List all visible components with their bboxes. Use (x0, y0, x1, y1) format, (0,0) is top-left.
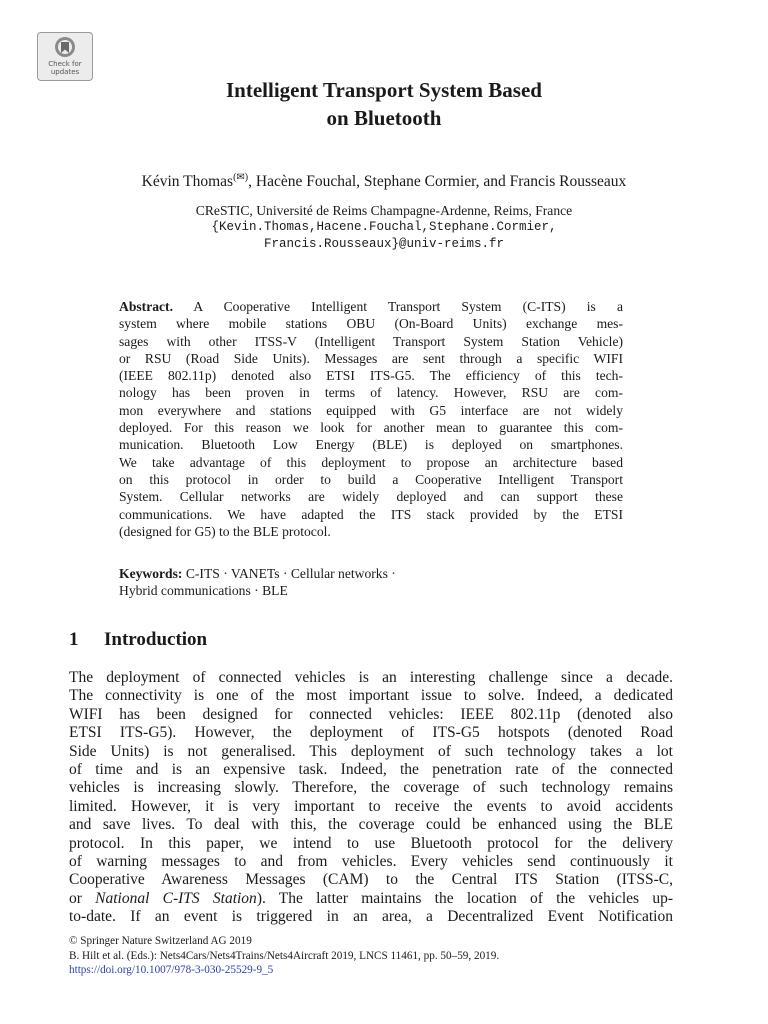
title-line-1: Intelligent Transport System Based (226, 78, 542, 102)
body-line-13 (69, 890, 673, 908)
abstract-line: A Cooperative Intelligent Transport System (C-ITS) is a (172, 299, 623, 314)
bookmark-ribbon-icon (52, 36, 78, 60)
body-line: limited. However, it is very important to receive the events to avoid accidents (69, 797, 673, 815)
keywords (119, 565, 623, 600)
corresponding-author-mark: (✉) (233, 172, 249, 183)
citation: B. Hilt et al. (Eds.): Nets4Cars/Nets4Trains/Nets4Aircraft 2019, LNCS 11461, pp. 50–59, 2019. (69, 949, 500, 962)
emails-line-2: Francis.Rousseaux}@univ-reims.fr (263, 237, 505, 251)
abstract-line: (IEEE 802.11p) denoted also ETSI ITS-G5. The efficiency of this tech- (119, 368, 623, 384)
body-line: Cooperative Awareness Messages (CAM) to the Central ITS Station (ITSS-C, (69, 871, 673, 889)
body-line: and save lives. To deal with this, the coverage could be enhanced using the BLE (69, 816, 673, 834)
section-heading (69, 628, 207, 652)
italic-term: National C-ITS Station (95, 889, 257, 907)
abstract-line: nology has been proven in terms of latency. However, RSU are com- (119, 385, 623, 401)
abstract-line: system where mobile stations OBU (On-Board Units) exchange mes- (119, 316, 623, 332)
abstract-line: We take advantage of this deployment to propose an architecture based (119, 454, 623, 470)
body-line: to-date. If an event is triggered in an area, a Decentralized Event Notification (69, 908, 673, 926)
page-footer (69, 934, 673, 978)
abstract-line: munication. Bluetooth Low Energy (BLE) is deployed on smartphones. (119, 437, 623, 453)
author-first: Kévin Thomas (141, 173, 234, 191)
affiliation (0, 202, 768, 253)
section-title: Introduction (104, 629, 208, 650)
body-line: protocol. In this paper, we intend to use Bluetooth protocol for the delivery (69, 834, 673, 852)
abstract-label: Abstract. (119, 299, 173, 314)
body-text-run: ). The latter maintains the location of the vehicles up- (256, 889, 673, 907)
badge-label-1: Check for (48, 60, 82, 68)
body-text-run: or (69, 889, 96, 907)
body-text (69, 669, 673, 927)
abstract-line: sages with other ITSS-V (Intelligent Transport System Station Vehicle) (119, 333, 623, 349)
abstract-line: communications. We have adapted the ITS stack provided by the ETSI (119, 506, 623, 522)
abstract-line: on this protocol in order to build a Cooperative Intelligent Transport (119, 471, 623, 487)
copyright-notice: © Springer Nature Switzerland AG 2019 (69, 935, 252, 947)
body-line: WIFI has been designed for connected vehicles: IEEE 802.11p (denoted also (69, 705, 673, 723)
abstract-line: or RSU (Road Side Units). Messages are sent through a specific WIFI (119, 350, 623, 366)
body-line: The connectivity is one of the most important issue to solve. Indeed, a dedicated (69, 687, 673, 705)
abstract-line: (designed for G5) to the BLE protocol. (119, 523, 331, 539)
body-line: ETSI ITS-G5). However, the deployment of ITS-G5 hotspots (denoted Road (69, 724, 673, 742)
emails-line-1: {Kevin.Thomas,Hacene.Fouchal,Stephane.Cormier, (211, 220, 557, 234)
section-number: 1 (69, 629, 79, 650)
institution: CReSTIC, Université de Reims Champagne-Ardenne, Reims, France (195, 203, 573, 218)
keywords-line-2: Hybrid communications · BLE (119, 583, 288, 599)
author-rest: , Hacène Fouchal, Stephane Cormier, and Francis Rousseaux (248, 173, 627, 191)
keywords-line-1: C-ITS · VANETs · Cellular networks · (182, 566, 396, 581)
author-list (0, 168, 768, 192)
body-line: of warning messages to and from vehicles. Every vehicles send continuously it (69, 853, 673, 871)
title-line-2: on Bluetooth (326, 106, 442, 130)
check-for-updates-badge[interactable] (37, 32, 93, 81)
abstract-line: mon everywhere and stations equipped with G5 interface are not widely (119, 402, 623, 418)
body-line: The deployment of connected vehicles is an interesting challenge since a decade. (69, 669, 673, 686)
paper-title (0, 76, 768, 132)
abstract-line: System. Cellular networks are widely deployed and can support these (119, 489, 623, 505)
badge-label-2: updates (50, 68, 80, 76)
body-line: of time and is an expensive task. Indeed, the penetration rate of the connected (69, 761, 673, 779)
abstract (119, 298, 623, 540)
doi-link[interactable]: https://doi.org/10.1007/978-3-030-25529-9_5 (69, 964, 274, 976)
abstract-line: deployed. For this reason we look for another mean to guarantee this com- (119, 420, 623, 436)
body-line: vehicles is increasing slowly. Therefore, the coverage of such technology remains (69, 779, 673, 797)
body-line: Side Units) is not generalised. This deployment of such technology takes a lot (69, 742, 673, 760)
keywords-label: Keywords: (119, 566, 183, 581)
